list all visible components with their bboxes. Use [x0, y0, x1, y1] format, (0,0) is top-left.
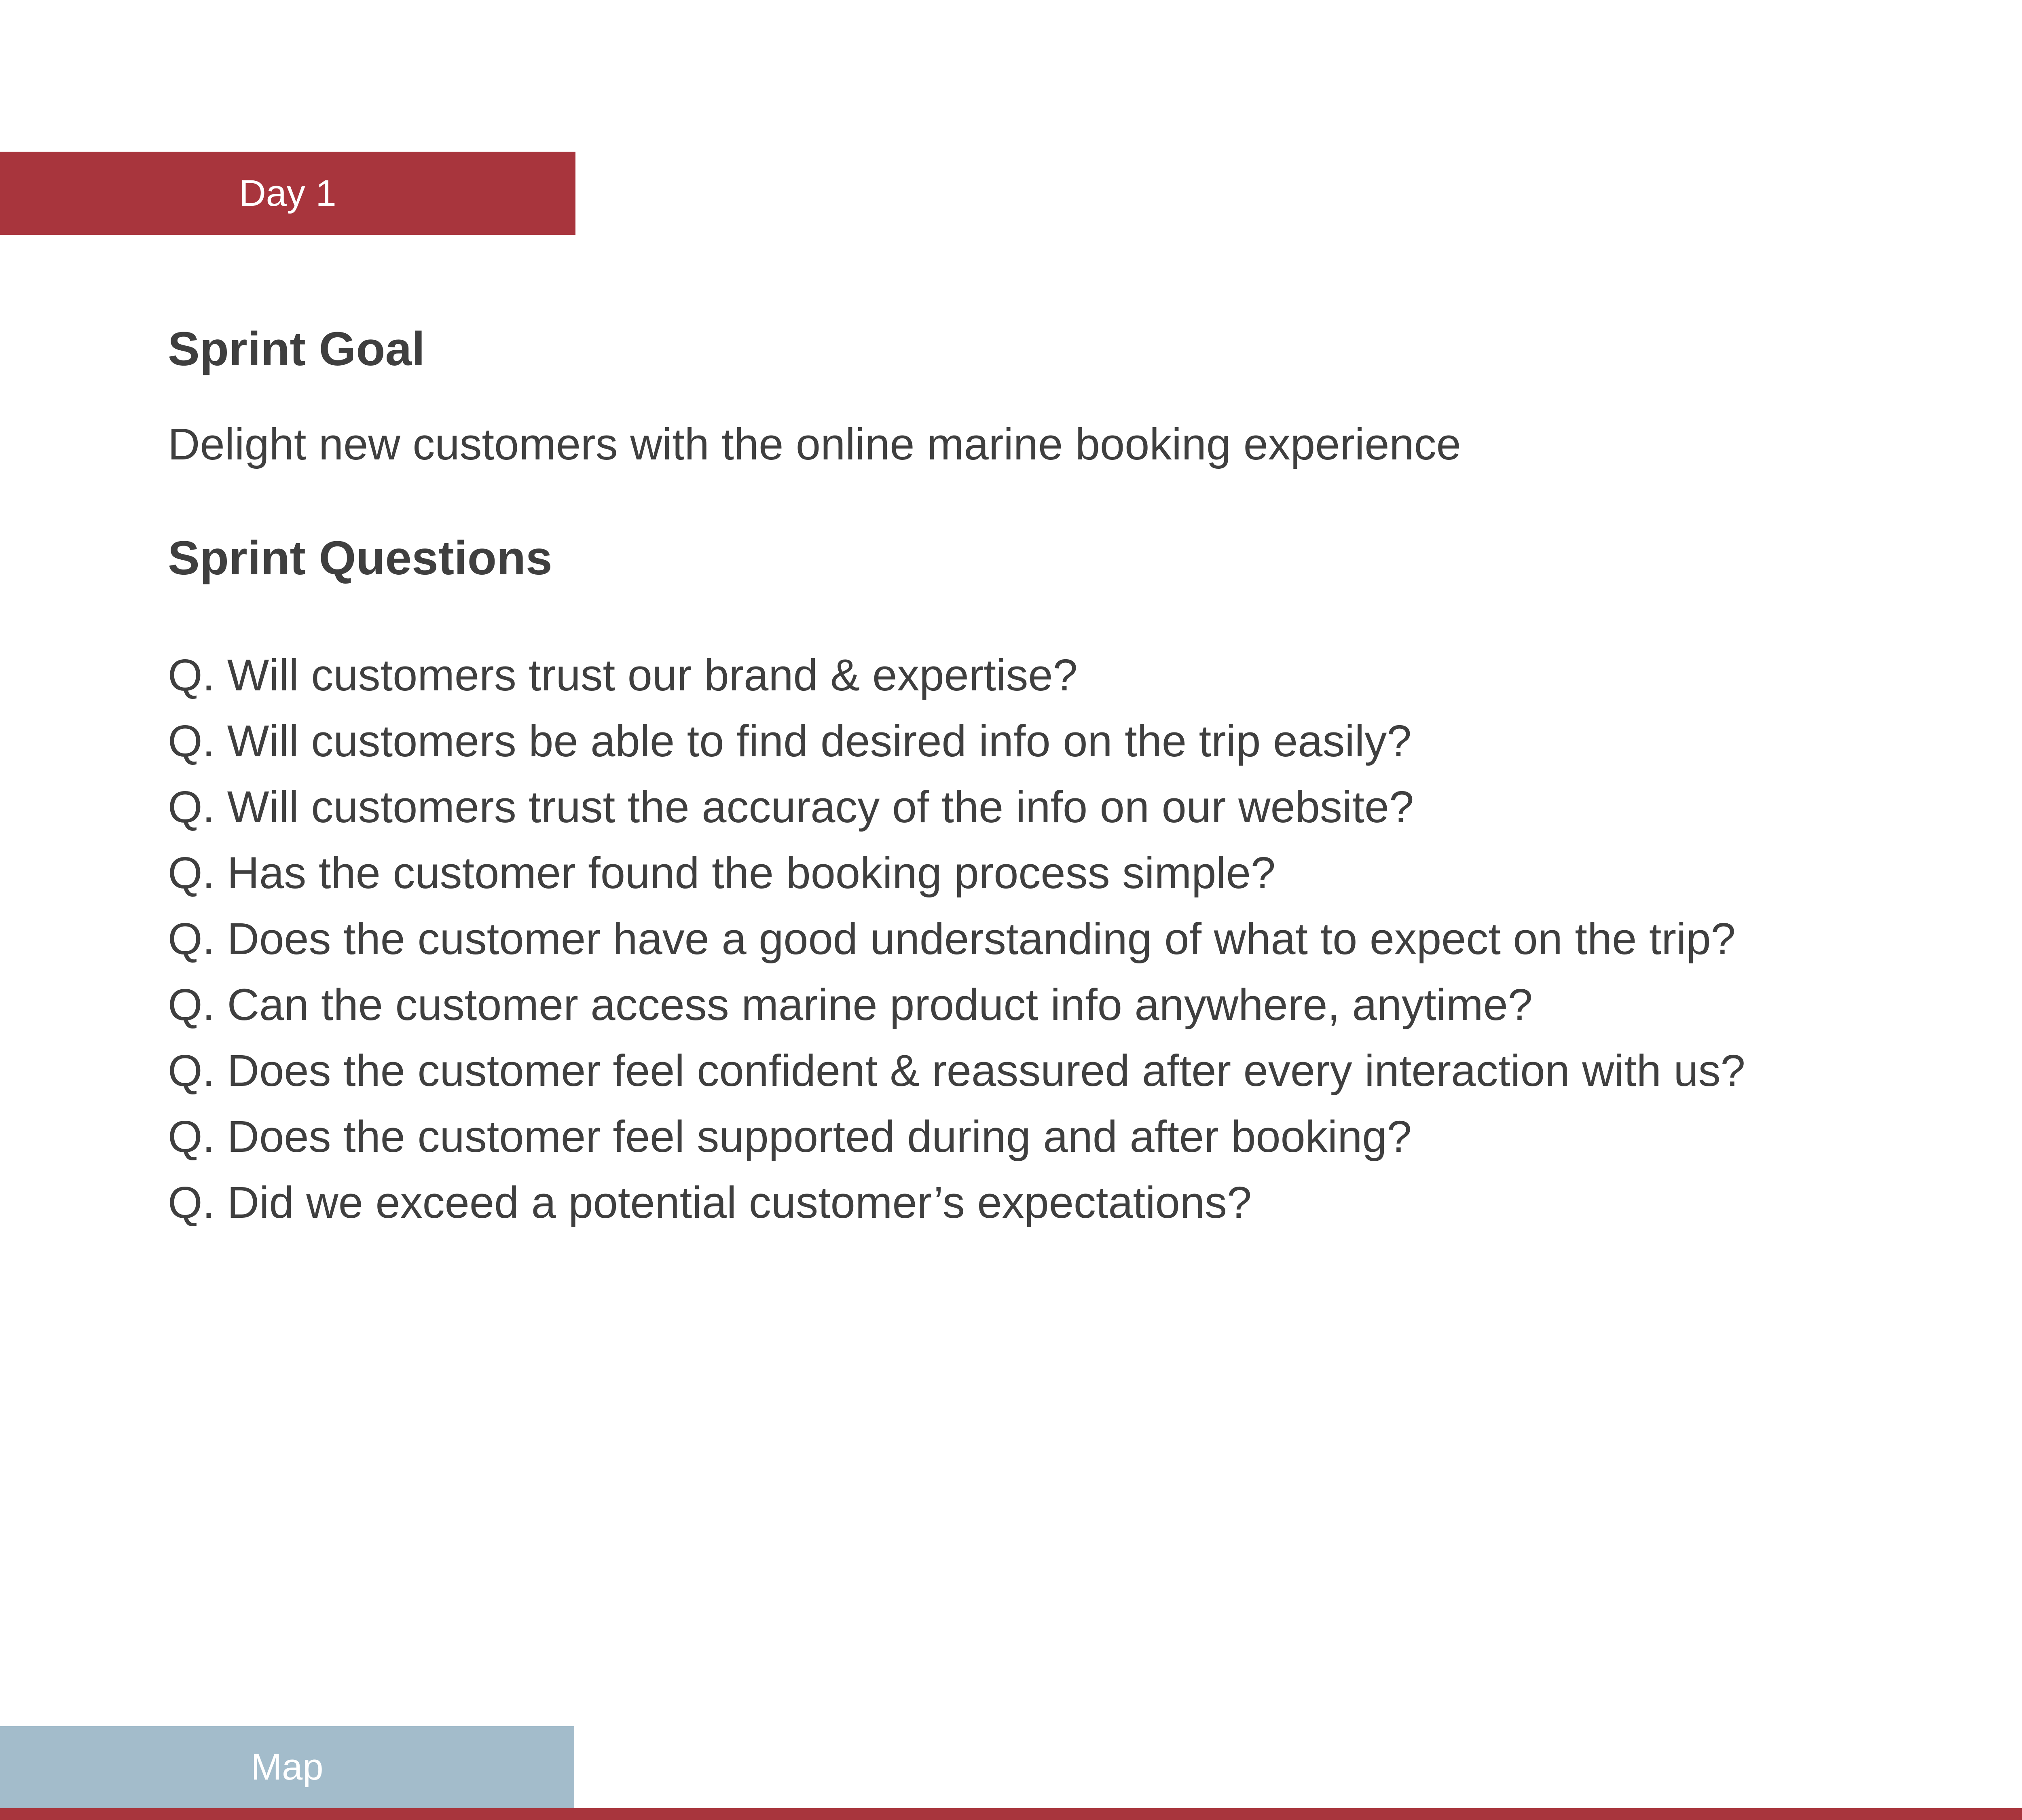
map-label: Map: [251, 1746, 324, 1788]
question-item: Q. Has the customer found the booking process simple?: [168, 848, 1276, 898]
map-tab[interactable]: [0, 1726, 574, 1808]
sprint-goal-heading: Sprint Goal: [168, 322, 425, 376]
question-item: Q. Can the customer access marine product info anywhere, anytime?: [168, 980, 1533, 1030]
question-item: Q. Will customers be able to find desired info on the trip easily?: [168, 716, 1412, 766]
question-item: Q. Will customers trust our brand & expertise?: [168, 650, 1078, 700]
question-item: Q. Does the customer feel confident & reassured after every interaction with us?: [168, 1046, 1745, 1096]
question-item: Q. Does the customer feel supported during and after booking?: [168, 1112, 1412, 1162]
day-label: Day 1: [239, 172, 336, 214]
bottom-bar: [0, 1808, 2022, 1820]
question-item: Q. Will customers trust the accuracy of the info on our website?: [168, 782, 1414, 832]
day-tab[interactable]: [0, 152, 575, 235]
question-item: Q. Does the customer have a good understanding of what to expect on the trip?: [168, 914, 1736, 964]
sprint-goal-text: Delight new customers with the online marine booking experience: [168, 419, 1461, 469]
question-item: Q. Did we exceed a potential customer’s expectations?: [168, 1178, 1252, 1227]
sprint-questions-heading: Sprint Questions: [168, 531, 552, 585]
sprint-questions-list: [168, 642, 1745, 1236]
